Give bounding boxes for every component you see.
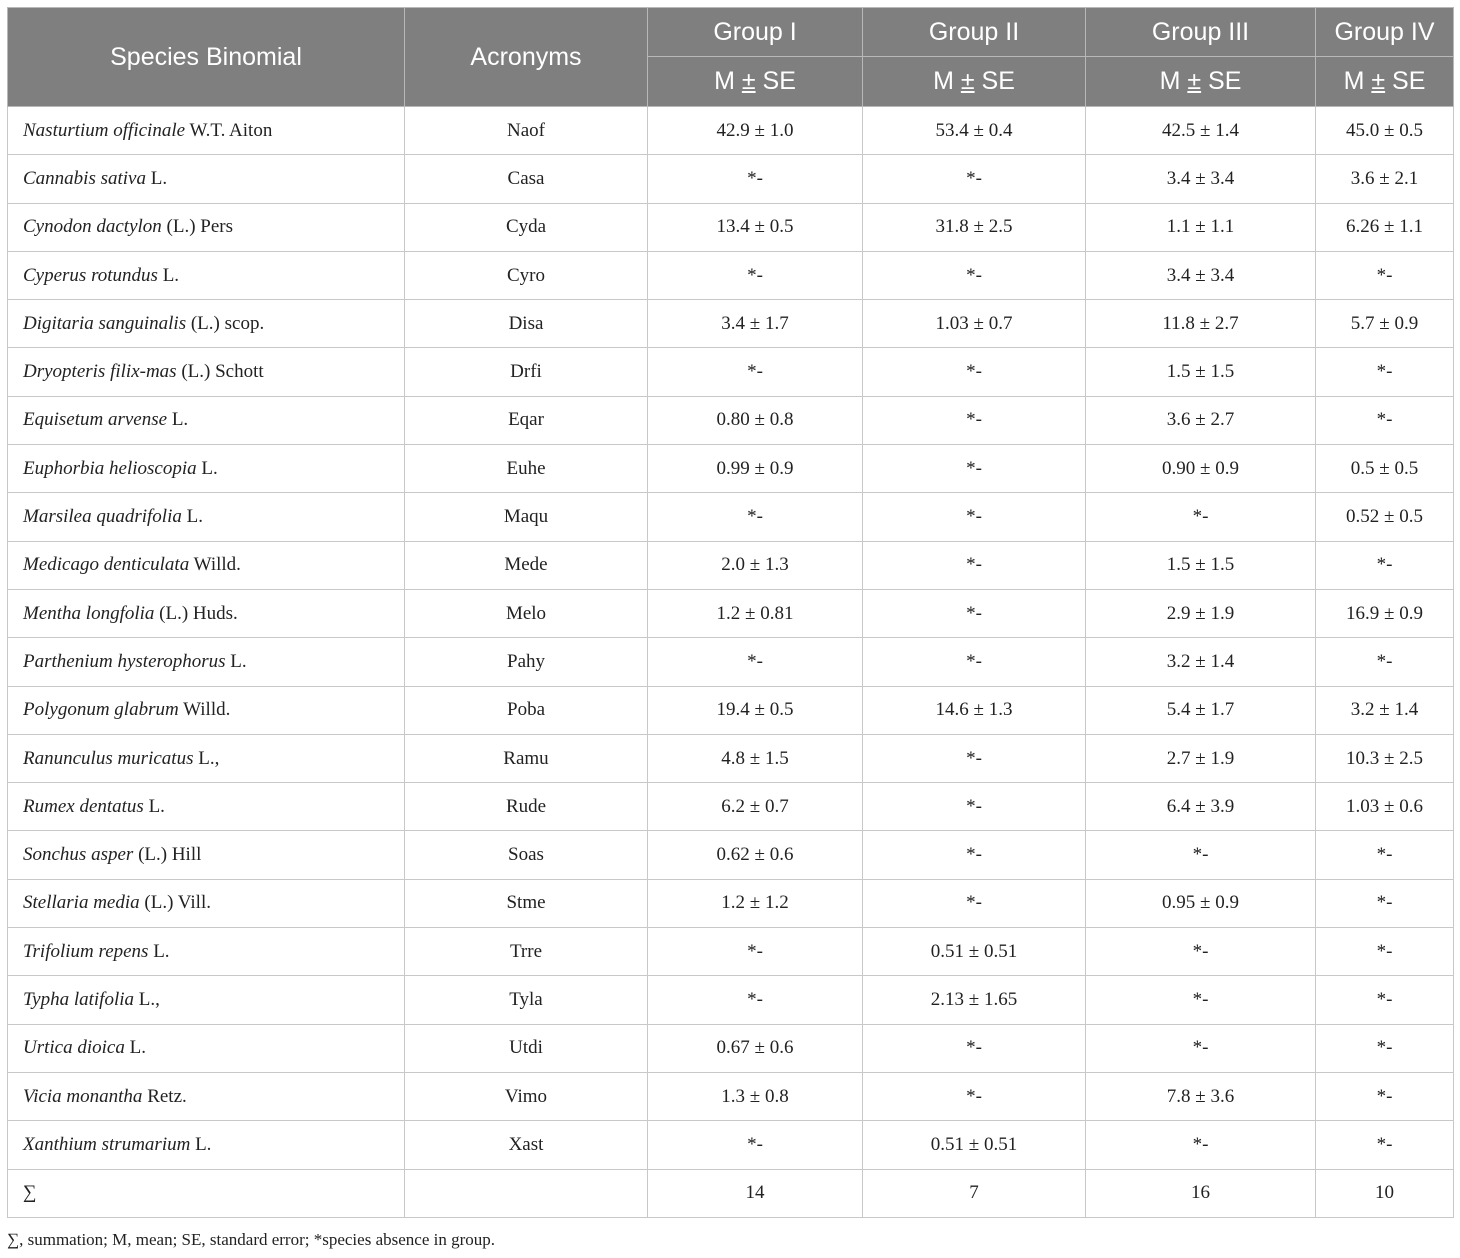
stat-pm: ± (1371, 67, 1386, 95)
group-3-cell: 3.4 ± 3.4 (1086, 251, 1316, 299)
species-author: (L.) Schott (181, 361, 264, 383)
group-2-cell: *- (863, 445, 1086, 493)
group-2-cell: 31.8 ± 2.5 (863, 203, 1086, 251)
group-2-cell: *- (863, 638, 1086, 686)
group-1-cell: 1.2 ± 0.81 (648, 589, 863, 637)
species-name: Euphorbia helioscopia (23, 457, 197, 479)
species-binomial (8, 589, 405, 637)
group-2-cell: *- (863, 396, 1086, 444)
group-1-cell: 0.80 ± 0.8 (648, 396, 863, 444)
group-1-cell: 3.4 ± 1.7 (648, 300, 863, 348)
total-row (8, 1169, 1454, 1217)
group-1-cell: *- (648, 493, 863, 541)
table-row (8, 783, 1454, 831)
table-row (8, 879, 1454, 927)
group-2-cell: *- (863, 589, 1086, 637)
acronym-cell: Disa (405, 300, 648, 348)
group-2-cell: *- (863, 1024, 1086, 1072)
stat-m: M (1159, 67, 1181, 95)
group-3-cell: 3.2 ± 1.4 (1086, 638, 1316, 686)
species-binomial (8, 976, 405, 1024)
species-author: L. (150, 167, 168, 189)
species-author: L., (198, 747, 220, 769)
group-3-cell: 1.1 ± 1.1 (1086, 203, 1316, 251)
table-row (8, 445, 1454, 493)
group-3-cell: 3.6 ± 2.7 (1086, 396, 1316, 444)
header-group-3: Group III (1086, 8, 1316, 57)
species-table (7, 7, 1454, 1218)
stat-se: SE (1392, 67, 1426, 95)
stat-m: M (714, 67, 735, 95)
group-1-cell: 0.99 ± 0.9 (648, 445, 863, 493)
group-3-cell: 1.5 ± 1.5 (1086, 348, 1316, 396)
group-1-cell: 1.3 ± 0.8 (648, 1072, 863, 1120)
group-1-cell: 4.8 ± 1.5 (648, 734, 863, 782)
group-4-cell: *- (1316, 831, 1454, 879)
table-row (8, 155, 1454, 203)
acronym-cell: Drfi (405, 348, 648, 396)
table-row (8, 976, 1454, 1024)
species-author: Retz. (147, 1085, 187, 1107)
group-1-cell: *- (648, 348, 863, 396)
table-row (8, 1072, 1454, 1120)
group-1-cell: *- (648, 976, 863, 1024)
species-name: Cynodon dactylon (23, 216, 162, 238)
species-author: (L.) Vill. (144, 892, 211, 914)
table-row (8, 541, 1454, 589)
header-group-4: Group IV (1316, 8, 1454, 57)
group-2-cell: *- (863, 155, 1086, 203)
total-group-2: 7 (863, 1169, 1086, 1217)
group-2-cell: *- (863, 541, 1086, 589)
acronym-cell: Maqu (405, 493, 648, 541)
acronym-cell: Casa (405, 155, 648, 203)
species-binomial (8, 686, 405, 734)
species-name: Nasturtium officinale (23, 119, 186, 141)
group-4-cell: 0.5 ± 0.5 (1316, 445, 1454, 493)
species-name: Stellaria media (23, 892, 140, 914)
table-row (8, 589, 1454, 637)
group-3-cell: 2.9 ± 1.9 (1086, 589, 1316, 637)
group-4-cell: 3.2 ± 1.4 (1316, 686, 1454, 734)
acronym-cell: Cyda (405, 203, 648, 251)
group-1-cell: *- (648, 251, 863, 299)
group-4-cell: 6.26 ± 1.1 (1316, 203, 1454, 251)
table-footnote: ∑, summation; M, mean; SE, standard error; *species absence in group. (7, 1230, 496, 1249)
group-4-cell: *- (1316, 348, 1454, 396)
group-1-cell: 0.62 ± 0.6 (648, 831, 863, 879)
group-3-cell: 0.90 ± 0.9 (1086, 445, 1316, 493)
group-3-cell: *- (1086, 831, 1316, 879)
species-binomial (8, 638, 405, 686)
species-name: Medicago denticulata (23, 554, 190, 576)
table-row (8, 638, 1454, 686)
group-2-cell: *- (863, 783, 1086, 831)
acronym-cell: Soas (405, 831, 648, 879)
group-2-cell: 0.51 ± 0.51 (863, 1121, 1086, 1169)
species-author: L. (186, 506, 203, 528)
species-author: L. (171, 409, 189, 431)
species-binomial (8, 396, 405, 444)
acronym-cell: Vimo (405, 1072, 648, 1120)
species-binomial (8, 1072, 405, 1120)
group-4-cell: 16.9 ± 0.9 (1316, 589, 1454, 637)
group-3-cell: 1.5 ± 1.5 (1086, 541, 1316, 589)
species-author: L. (230, 650, 247, 672)
acronym-cell: Rude (405, 783, 648, 831)
table-row (8, 1121, 1454, 1169)
group-4-cell: *- (1316, 879, 1454, 927)
group-4-cell: 0.52 ± 0.5 (1316, 493, 1454, 541)
group-2-cell: 2.13 ± 1.65 (863, 976, 1086, 1024)
group-4-cell: *- (1316, 1072, 1454, 1120)
species-author: L. (195, 1133, 212, 1155)
group-4-cell: 10.3 ± 2.5 (1316, 734, 1454, 782)
group-4-cell: 5.7 ± 0.9 (1316, 300, 1454, 348)
species-binomial (8, 879, 405, 927)
species-name: Cannabis sativa (23, 167, 146, 189)
table-row (8, 493, 1454, 541)
group-2-cell: 1.03 ± 0.7 (863, 300, 1086, 348)
species-name: Rumex dentatus (23, 795, 144, 817)
header-stat-group-2 (863, 57, 1086, 107)
group-4-cell: 1.03 ± 0.6 (1316, 783, 1454, 831)
group-4-cell: *- (1316, 638, 1454, 686)
stat-pm: ± (741, 67, 756, 95)
group-3-cell: 3.4 ± 3.4 (1086, 155, 1316, 203)
total-label: ∑ (8, 1169, 405, 1217)
acronym-cell: Stme (405, 879, 648, 927)
stat-m: M (1343, 67, 1365, 95)
group-3-cell: 2.7 ± 1.9 (1086, 734, 1316, 782)
group-3-cell: 0.95 ± 0.9 (1086, 879, 1316, 927)
table-row (8, 203, 1454, 251)
species-binomial (8, 541, 405, 589)
species-author: Willd. (193, 554, 241, 576)
species-binomial (8, 348, 405, 396)
acronym-cell: Ramu (405, 734, 648, 782)
species-binomial (8, 1121, 405, 1169)
total-acronym (405, 1169, 648, 1217)
group-2-cell: *- (863, 251, 1086, 299)
header-stat-group-3 (1086, 57, 1316, 107)
group-3-cell: *- (1086, 493, 1316, 541)
group-2-cell: 14.6 ± 1.3 (863, 686, 1086, 734)
species-author: L. (162, 264, 180, 286)
group-4-cell: *- (1316, 928, 1454, 976)
group-2-cell: *- (863, 1072, 1086, 1120)
header-acronyms: Acronyms (405, 8, 648, 107)
group-2-cell: 53.4 ± 0.4 (863, 107, 1086, 155)
species-binomial (8, 734, 405, 782)
stat-pm: ± (1187, 67, 1202, 95)
group-4-cell: *- (1316, 541, 1454, 589)
group-3-cell: 5.4 ± 1.7 (1086, 686, 1316, 734)
acronym-cell: Poba (405, 686, 648, 734)
acronym-cell: Naof (405, 107, 648, 155)
species-name: Parthenium hysterophorus (23, 650, 226, 672)
group-3-cell: *- (1086, 928, 1316, 976)
table-row (8, 831, 1454, 879)
species-name: Typha latifolia (23, 988, 135, 1010)
species-binomial (8, 445, 405, 493)
species-binomial (8, 203, 405, 251)
species-name: Vicia monantha (23, 1085, 143, 1107)
acronym-cell: Utdi (405, 1024, 648, 1072)
acronym-cell: Trre (405, 928, 648, 976)
group-2-cell: *- (863, 493, 1086, 541)
group-1-cell: *- (648, 928, 863, 976)
group-1-cell: *- (648, 1121, 863, 1169)
total-group-3: 16 (1086, 1169, 1316, 1217)
species-author: (L.) scop. (190, 312, 265, 334)
species-name: Dryopteris filix-mas (23, 361, 177, 383)
stat-se: SE (1208, 67, 1242, 95)
species-binomial (8, 1024, 405, 1072)
acronym-cell: Pahy (405, 638, 648, 686)
total-group-4: 10 (1316, 1169, 1454, 1217)
species-name: Cyperus rotundus (23, 264, 158, 286)
group-2-cell: *- (863, 831, 1086, 879)
stat-m: M (933, 67, 954, 95)
group-1-cell: *- (648, 638, 863, 686)
species-author: L. (129, 1037, 146, 1059)
group-4-cell: *- (1316, 251, 1454, 299)
species-name: Urtica dioica (23, 1037, 125, 1059)
group-4-cell: 3.6 ± 2.1 (1316, 155, 1454, 203)
group-3-cell: 42.5 ± 1.4 (1086, 107, 1316, 155)
group-1-cell: 19.4 ± 0.5 (648, 686, 863, 734)
species-author: (L.) Hill (138, 844, 202, 866)
species-author: Willd. (183, 699, 231, 721)
header-species-binomial: Species Binomial (8, 8, 405, 107)
species-author: L. (153, 940, 170, 962)
acronym-cell: Tyla (405, 976, 648, 1024)
group-1-cell: *- (648, 155, 863, 203)
acronym-cell: Euhe (405, 445, 648, 493)
species-name: Digitaria sanguinalis (23, 312, 187, 334)
species-binomial (8, 300, 405, 348)
group-3-cell: 7.8 ± 3.6 (1086, 1072, 1316, 1120)
header-stat-group-4 (1316, 57, 1454, 107)
stat-se: SE (762, 67, 796, 95)
group-3-cell: *- (1086, 1121, 1316, 1169)
species-binomial (8, 783, 405, 831)
species-name: Polygonum glabrum (23, 699, 179, 721)
table-row (8, 396, 1454, 444)
species-author: L. (148, 795, 165, 817)
group-4-cell: 45.0 ± 0.5 (1316, 107, 1454, 155)
total-group-1: 14 (648, 1169, 863, 1217)
table-header (8, 8, 1454, 107)
header-group-2: Group II (863, 8, 1086, 57)
group-1-cell: 42.9 ± 1.0 (648, 107, 863, 155)
header-row-groups (8, 8, 1454, 57)
species-author: L. (201, 457, 218, 479)
species-name: Mentha longfolia (23, 602, 155, 624)
group-1-cell: 1.2 ± 1.2 (648, 879, 863, 927)
acronym-cell: Melo (405, 589, 648, 637)
species-binomial (8, 493, 405, 541)
group-1-cell: 0.67 ± 0.6 (648, 1024, 863, 1072)
species-binomial (8, 107, 405, 155)
table-row (8, 1024, 1454, 1072)
table-row (8, 251, 1454, 299)
stat-pm: ± (960, 67, 975, 95)
group-4-cell: *- (1316, 976, 1454, 1024)
species-name: Sonchus asper (23, 844, 134, 866)
group-4-cell: *- (1316, 1024, 1454, 1072)
acronym-cell: Mede (405, 541, 648, 589)
species-name: Marsilea quadrifolia (23, 506, 182, 528)
group-4-cell: *- (1316, 1121, 1454, 1169)
table-row (8, 928, 1454, 976)
group-1-cell: 13.4 ± 0.5 (648, 203, 863, 251)
table-row (8, 348, 1454, 396)
group-2-cell: *- (863, 348, 1086, 396)
group-2-cell: 0.51 ± 0.51 (863, 928, 1086, 976)
group-3-cell: *- (1086, 1024, 1316, 1072)
stat-se: SE (981, 67, 1015, 95)
table-row (8, 734, 1454, 782)
species-name: Equisetum arvense (23, 409, 168, 431)
header-stat-group-1 (648, 57, 863, 107)
group-1-cell: 6.2 ± 0.7 (648, 783, 863, 831)
acronym-cell: Cyro (405, 251, 648, 299)
group-2-cell: *- (863, 879, 1086, 927)
table-row (8, 107, 1454, 155)
table-row (8, 686, 1454, 734)
species-table-container (7, 7, 1453, 1218)
acronym-cell: Eqar (405, 396, 648, 444)
species-author: W.T. Aiton (189, 119, 273, 141)
acronym-cell: Xast (405, 1121, 648, 1169)
group-1-cell: 2.0 ± 1.3 (648, 541, 863, 589)
species-author: L., (138, 988, 160, 1010)
species-name: Trifolium repens (23, 940, 149, 962)
header-group-1: Group I (648, 8, 863, 57)
group-3-cell: *- (1086, 976, 1316, 1024)
species-author: (L.) Huds. (159, 602, 238, 624)
species-name: Ranunculus muricatus (23, 747, 194, 769)
species-name: Xanthium strumarium (23, 1133, 191, 1155)
table-body (8, 107, 1454, 1218)
table-row (8, 300, 1454, 348)
group-3-cell: 11.8 ± 2.7 (1086, 300, 1316, 348)
group-3-cell: 6.4 ± 3.9 (1086, 783, 1316, 831)
species-binomial (8, 251, 405, 299)
group-4-cell: *- (1316, 396, 1454, 444)
species-binomial (8, 928, 405, 976)
species-author: (L.) Pers (166, 216, 234, 238)
species-binomial (8, 155, 405, 203)
group-2-cell: *- (863, 734, 1086, 782)
species-binomial (8, 831, 405, 879)
